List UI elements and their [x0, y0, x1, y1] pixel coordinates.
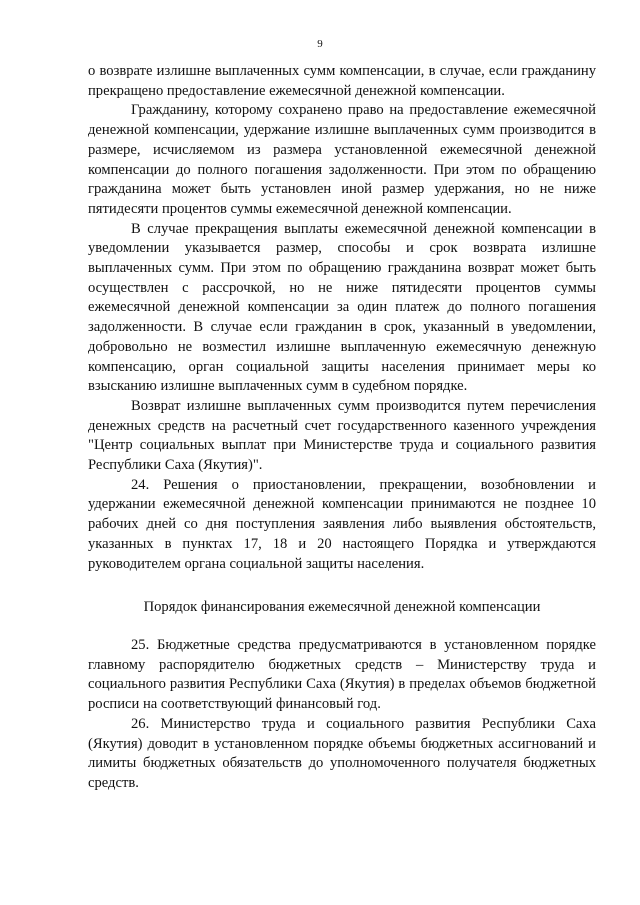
paragraph-withholding: Гражданину, которому сохранено право на предоставление ежемесячной денежной компенсации, удержание излишне выплаченных сумм производится в размере, исчисляемом из размера установленной ежемесячной денежной компенсации до полного погашения задолженности. При этом по обращению гражданина может быть установлен иной размер удержания, но не ниже пятидесяти процентов суммы ежемесячной денежной компенсации.	[88, 102, 596, 217]
document-body	[88, 62, 596, 794]
paragraph-continuation: о возврате излишне выплаченных сумм компенсации, в случае, если гражданину прекращено предоставление ежемесячной денежной компенсации.	[88, 63, 596, 99]
paragraph-item-26: 26. Министерство труда и социального развития Республики Саха (Якутия) доводит в установленном порядке объемы бюджетных ассигнований и лимиты бюджетных обязательств до уполномоченного получателя бюджетных средств.	[88, 715, 596, 791]
paragraph-item-25: 25. Бюджетные средства предусматриваются в установленном порядке главному распорядителю бюджетных средств – Министерству труда и социального развития Республики Саха (Якутия) в пределах объемов бюджетной росписи на соответствующий финансовый год.	[88, 636, 596, 713]
paragraph-item-24: 24. Решения о приостановлении, прекращении, возобновлении и удержании ежемесячной денежной компенсации принимаются не позднее 10 рабочих дней со дня поступления заявления либо выявления обстоятельств, указанных в пунктах 17, 18 и 20 настоящего Порядка и утверждаются руководителем органа социальной защиты населения.	[88, 476, 596, 572]
paragraph-termination-refund: В случае прекращения выплаты ежемесячной денежной компенсации в уведомлении указывается размер, способы и срок возврата излишне выплаченных сумм. При этом по обращению гражданина возврат может быть осуществлен с рассрочкой, но не ниже пятидесяти процентов суммы ежемесячной денежной компенсации за один платеж до полного погашения задолженности. В случае если гражданин в срок, указанный в уведомлении, добровольно не возместил излишне выплаченную ежемесячную денежную компенсацию, орган социальной защиты населения принимает меры ко взысканию излишне выплаченных сумм в судебном порядке.	[88, 220, 596, 395]
page-number: 9	[317, 38, 323, 50]
paragraph-refund-transfer: Возврат излишне выплаченных сумм производится путем перечисления денежных средств на расчетный счет государственного казенного учреждения "Центр социальных выплат при Министерстве труда и социального развития Республики Саха (Якутия)".	[88, 397, 596, 474]
section-heading: Порядок финансирования ежемесячной денежной компенсации	[143, 599, 541, 616]
